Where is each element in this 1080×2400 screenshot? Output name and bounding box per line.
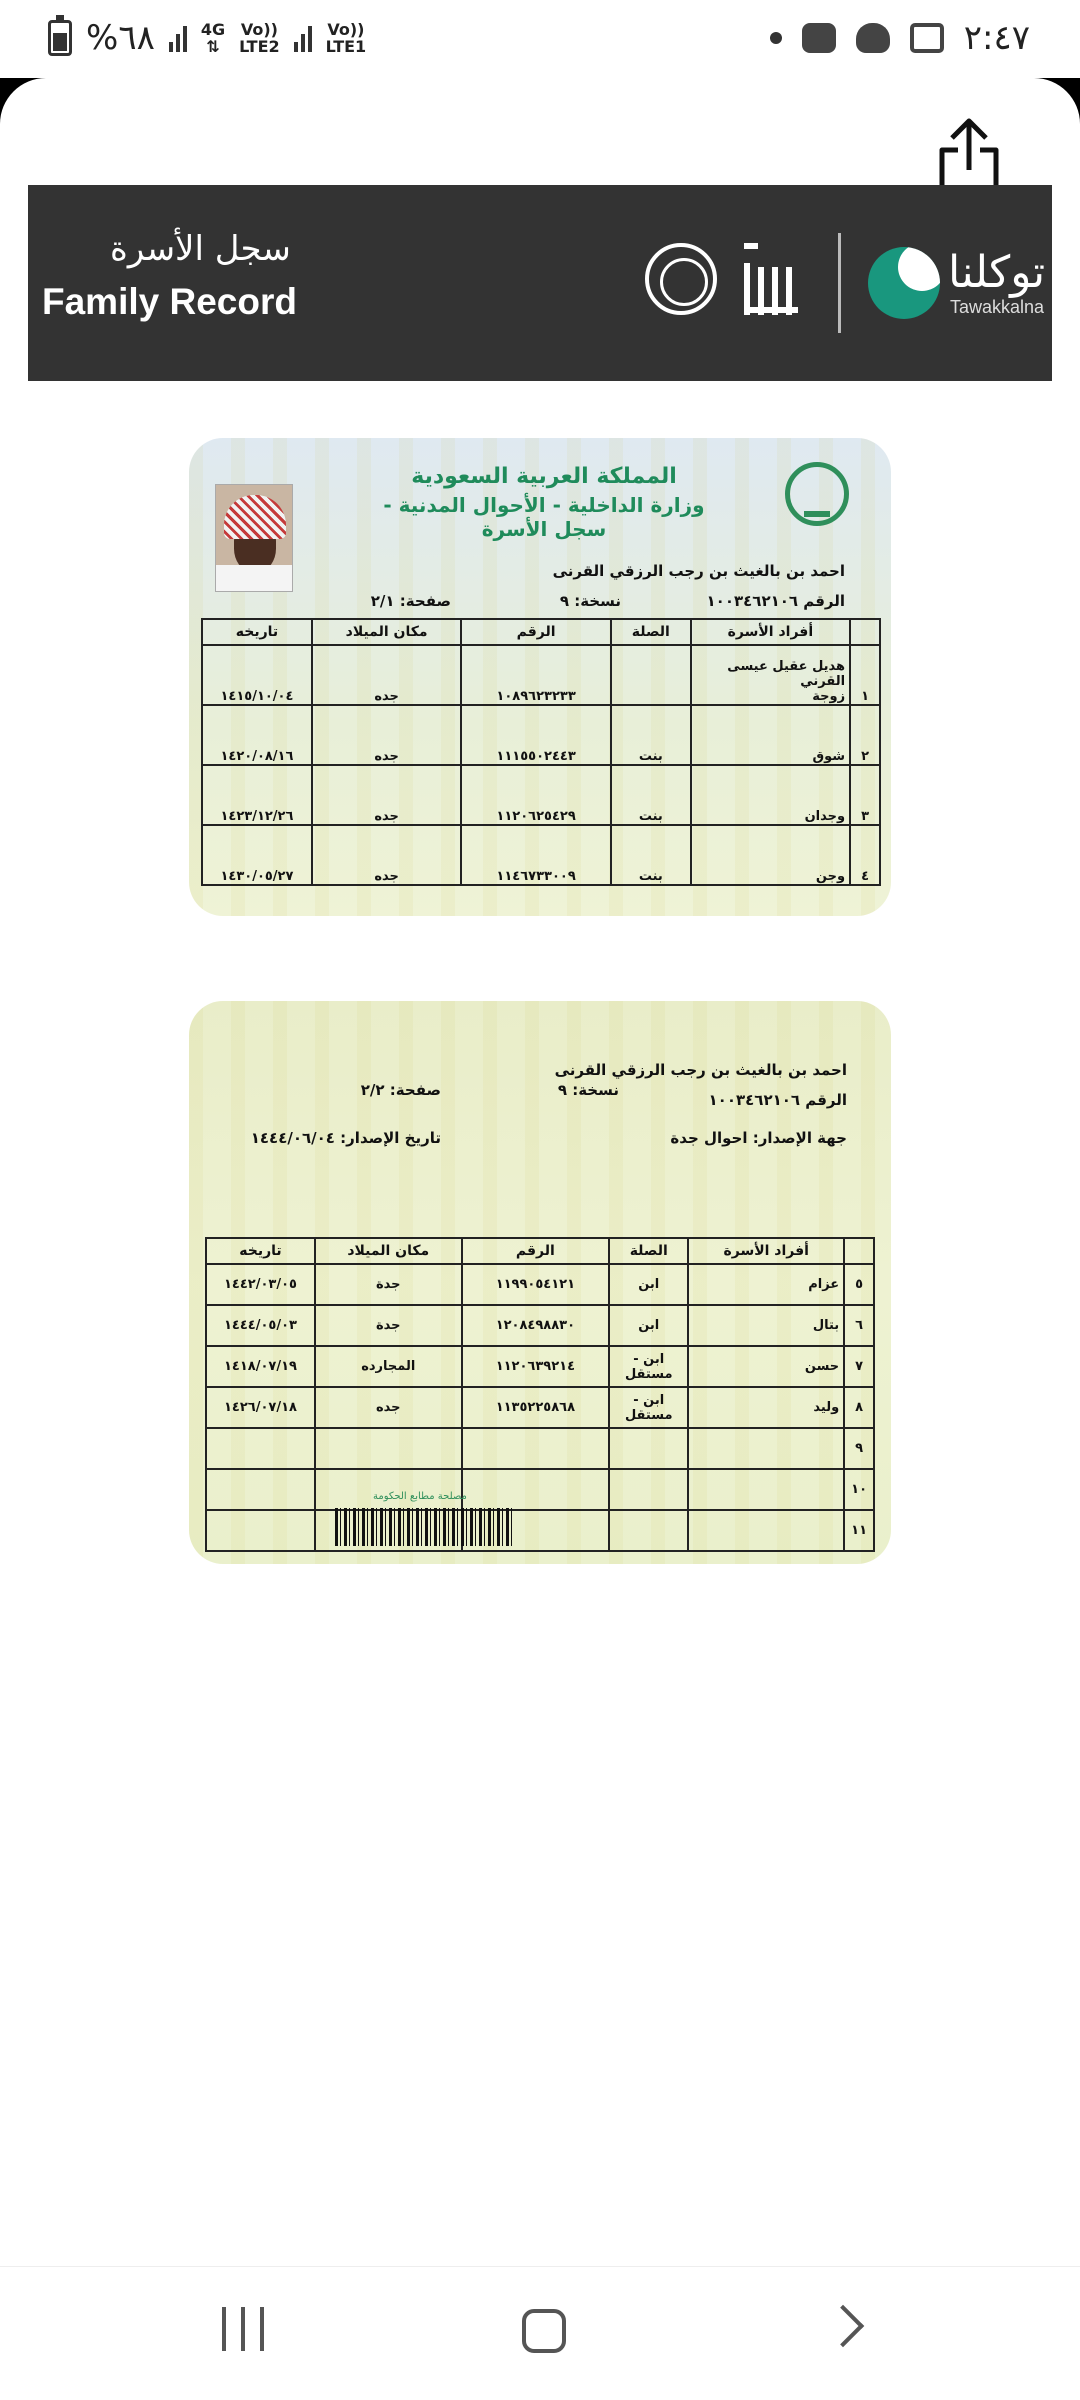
table-row: ٦ بتال ابن ١٢٠٨٤٩٨٨٣٠ جدة ١٤٤٤/٠٥/٠٣ <box>206 1305 874 1346</box>
government-title: المملكة العربية السعودية وزارة الداخلية - الأحوال المدنية - سجل الأسرة <box>383 464 705 541</box>
record-number: الرقم ١٠٠٣٤٦٢١٠٦ <box>706 592 845 610</box>
network-type: 4G ⇅ <box>200 20 226 56</box>
title-english: Family Record <box>42 281 297 322</box>
table-row: ١١ <box>206 1510 874 1551</box>
image-icon <box>910 23 944 53</box>
holder-photo <box>215 484 293 592</box>
holder-name: احمد بن بالغيث بن رجب الرزقي القرنى <box>552 562 845 580</box>
saudi-emblem-icon <box>645 243 717 315</box>
family-members-table <box>205 1237 875 1552</box>
copy-number: نسخة: ٩ <box>559 592 621 610</box>
battery-icon <box>48 20 72 56</box>
page-number: صفحة: ٢/١ <box>370 592 451 610</box>
holder-name: احمد بن بالغيث بن رجب الرزقي القرنى <box>554 1061 847 1079</box>
volte-lte2: Vo)) LTE2 <box>239 20 280 56</box>
volte-lte1: Vo)) LTE1 <box>325 20 367 56</box>
table-header: أفراد الأسرة الصلة الرقم مكان الميلاد تاريخه <box>206 1238 874 1264</box>
copy-number: نسخة: ٩ <box>557 1081 619 1099</box>
ministry-seal-icon <box>785 462 849 526</box>
battery-level: %٦٨ <box>86 18 155 58</box>
table-row: ٩ <box>206 1428 874 1469</box>
table-row: ٧ حسن ابن - مستقل ١١٢٠٦٣٩٢١٤ المجارده ١٤١٨/٠٧/١٩ <box>206 1346 874 1387</box>
issue-date: تاريخ الإصدار: ١٤٤٤/٠٦/٠٤ <box>250 1129 441 1147</box>
record-number: الرقم ١٠٠٣٤٦٢١٠٦ <box>708 1091 847 1109</box>
page-number: صفحة: ٢/٢ <box>360 1081 441 1099</box>
system-navigation-bar <box>0 2266 1080 2400</box>
notification-dot-icon <box>770 32 782 44</box>
table-row: ١٠ <box>206 1469 874 1510</box>
cloud-icon <box>856 23 890 53</box>
table-row: ٨ وليد ابن - مستقل ١١٣٥٢٢٥٨٦٨ جده ١٤٢٦/٠٧/١٨ <box>206 1387 874 1428</box>
table-row: ٥ عزام ابن ١١٩٩٠٥٤١٢١ جدة ١٤٤٢/٠٣/٠٥ <box>206 1264 874 1305</box>
tawakkalna-logo <box>868 247 940 319</box>
chat-bubble-icon <box>802 23 836 53</box>
status-right <box>770 18 1030 58</box>
absher-logo <box>740 237 802 321</box>
title-arabic: سجل الأسرة <box>110 229 291 269</box>
table-row: ١ هديل عقيل عيسى القرني زوجة ١٠٨٩٦٢٣٢٣٣ جده ١٤١٥/١٠/٠٤ <box>202 645 880 705</box>
issuing-office: جهة الإصدار: احوال جدة <box>670 1129 847 1147</box>
back-button[interactable] <box>822 2305 864 2347</box>
brand-english: Tawakkalna <box>950 297 1045 317</box>
home-button[interactable] <box>522 2309 566 2353</box>
signal-icon <box>169 24 187 52</box>
table-row: ٢ شوق بنت ١١١٥٥٠٢٤٤٣ جده ١٤٢٠/٠٨/١٦ <box>202 705 880 765</box>
table-row: ٣ وجدان بنت ١١٢٠٦٢٥٤٢٩ جده ١٤٢٣/١٢/٢٦ <box>202 765 880 825</box>
document-header-banner <box>28 185 1052 381</box>
family-members-table <box>201 618 881 886</box>
status-left <box>48 18 366 58</box>
recents-button[interactable] <box>222 2307 264 2351</box>
clock: ٢:٤٧ <box>963 18 1030 58</box>
status-bar <box>0 0 1080 78</box>
family-record-card-page1 <box>189 438 891 916</box>
table-row: ٤ وجن بنت ١١٤٦٧٣٣٠٠٩ جده ١٤٣٠/٠٥/٢٧ <box>202 825 880 885</box>
family-record-card-page2 <box>189 1001 891 1564</box>
printer-stamp: مصلحة مطابع الحكومة <box>373 1491 467 1502</box>
signal-icon-2 <box>294 24 312 52</box>
table-header: أفراد الأسرة الصلة الرقم مكان الميلاد تاريخه <box>202 619 880 645</box>
divider <box>838 233 841 333</box>
barcode <box>335 1508 515 1546</box>
brand-arabic: توكلنا <box>948 247 1046 298</box>
